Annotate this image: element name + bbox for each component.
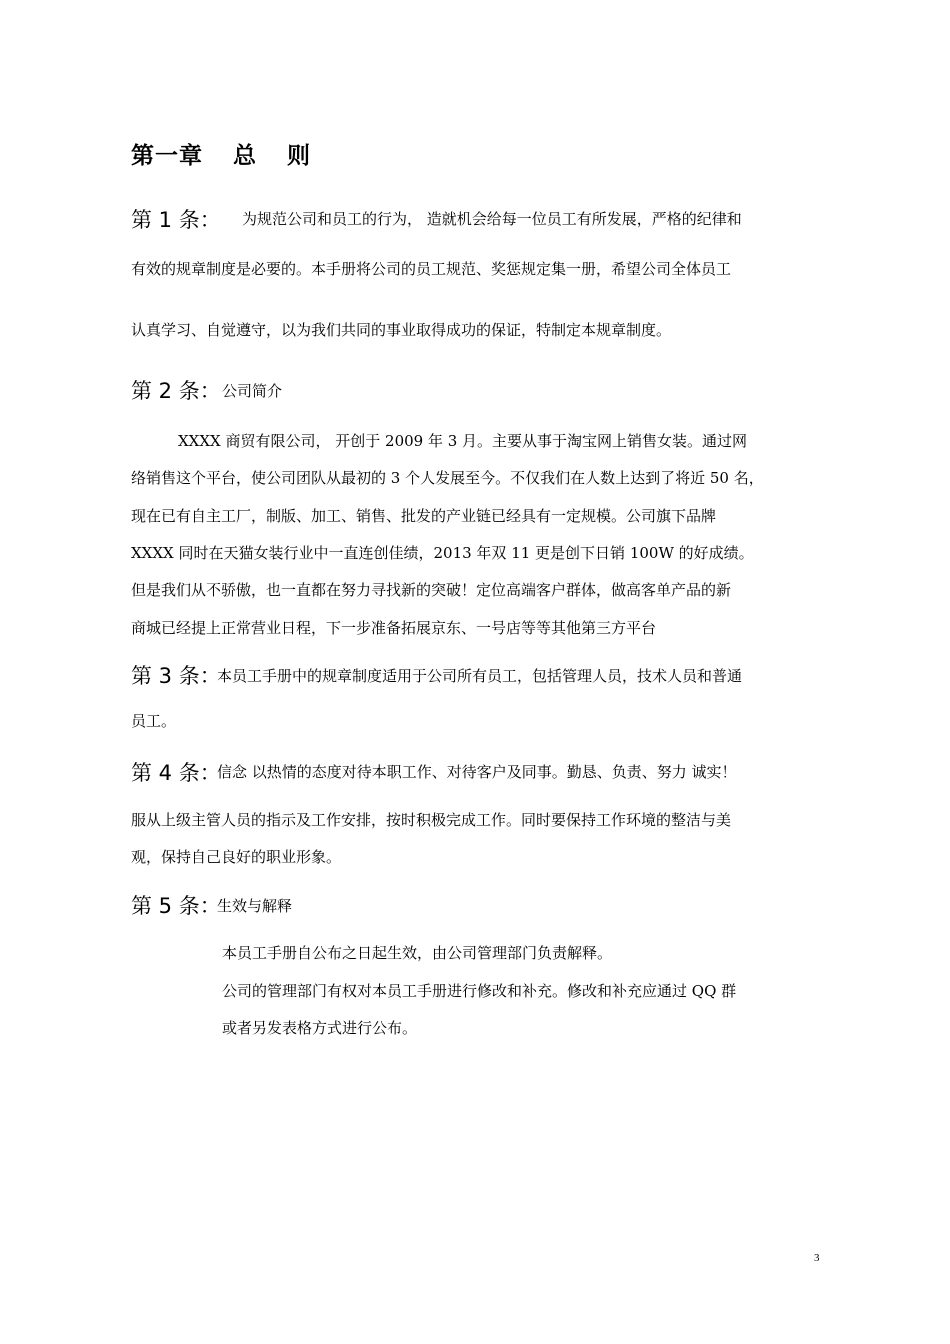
chapter-word-2: 则: [287, 143, 311, 169]
article-2-line-5: 但是我们从不骄傲，也一直都在努力寻找新的突破！定位高端客户群体，做高客单产品的新: [131, 581, 732, 599]
article-2-heading: 公司简介: [222, 382, 283, 400]
article-4-line-1: 信念 以热情的态度对待本职工作、对待客户及同事。勤恳、负责、努力 诚实！: [217, 763, 737, 781]
chapter-number: 第一章: [131, 143, 203, 169]
article-1-label: 第 1 条：: [131, 208, 221, 232]
article-5-label: 第 5 条：: [131, 894, 221, 918]
article-2-line-6: 商城已经提上正常营业日程，下一步准备拓展京东、一号店等等其他第三方平台: [131, 619, 657, 637]
article-3-line-2: 员工。: [131, 712, 177, 730]
article-2-line-4: XXXX 同时在天猫女装行业中一直连创佳绩，2013 年双 11 更是创下日销 100W 的好成绩。: [131, 544, 754, 562]
article-4-line-2: 服从上级主管人员的指示及工作安排，按时积极完成工作。同时要保持工作环境的整洁与美: [131, 811, 732, 829]
article-2-line-2: 络销售这个平台，使公司团队从最初的 3 个人发展至今。不仅我们在人数上达到了将近 50 名，: [131, 469, 764, 487]
article-4-label: 第 4 条：: [131, 761, 221, 785]
article-2-label: 第 2 条：: [131, 379, 221, 403]
article-2-line-3: 现在已有自主工厂，制版、加工、销售、批发的产业链已经具有一定规模。公司旗下品牌: [131, 507, 717, 525]
article-1-line-3: 认真学习、自觉遵守，以为我们共同的事业取得成功的保证，特制定本规章制度。: [131, 321, 672, 339]
chapter-title: [131, 137, 311, 170]
article-1-line-2: 有效的规章制度是必要的。本手册将公司的员工规范、奖惩规定集一册，希望公司全体员工: [131, 260, 732, 278]
article-5-line-3: 或者另发表格方式进行公布。: [222, 1019, 418, 1037]
article-5-line-2: 公司的管理部门有权对本员工手册进行修改和补充。修改和补充应通过 QQ 群: [222, 982, 737, 1000]
page-number: 3: [814, 1252, 820, 1264]
article-5-heading: 生效与解释: [217, 897, 293, 915]
chapter-word-1: 总: [233, 143, 257, 169]
article-3-label: 第 3 条：: [131, 664, 221, 688]
article-3-line-1: 本员工手册中的规章制度适用于公司所有员工，包括管理人员，技术人员和普通: [217, 667, 743, 685]
article-5-line-1: 本员工手册自公布之日起生效，由公司管理部门负责解释。: [222, 944, 613, 962]
article-2-line-1: XXXX 商贸有限公司， 开创于 2009 年 3 月。主要从事于淘宝网上销售女装。通过网: [178, 432, 748, 450]
article-1-line-1: 为规范公司和员工的行为， 造就机会给每一位员工有所发展，严格的纪律和: [242, 210, 742, 228]
article-4-line-3: 观，保持自己良好的职业形象。: [131, 848, 342, 866]
